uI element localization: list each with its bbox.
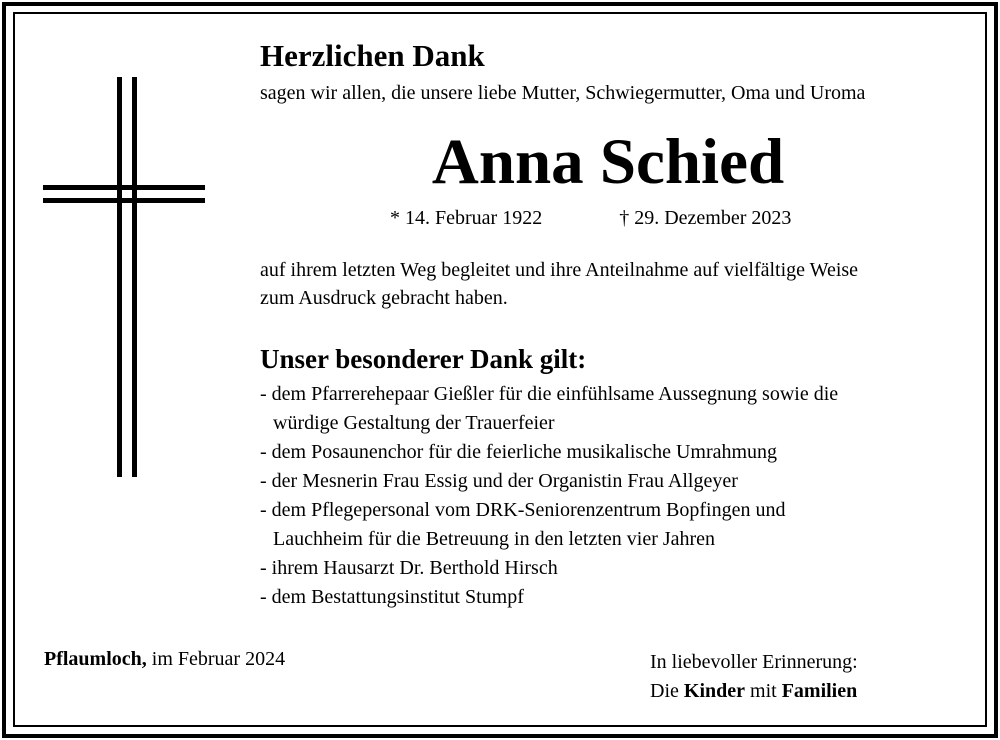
deceased-name: Anna Schied [431, 126, 785, 198]
list-item [260, 467, 838, 496]
intro-text: sagen wir allen, die unsere liebe Mutter, Schwiegermutter, Oma und Uroma [260, 82, 866, 104]
thanks-list [260, 380, 838, 612]
thanks-heading: Unser besonderer Dank gilt: [260, 344, 587, 374]
list-item-line: - dem Pfarrerehepaar Gießler für die einfühlsame Aussegnung sowie die [260, 383, 839, 405]
place-date [44, 648, 285, 671]
list-item [260, 583, 838, 612]
death-date: † 29. Dezember 2023 [619, 207, 792, 229]
list-item-line: - der Mesnerin Frau Essig und der Organistin Frau Allgeyer [260, 470, 738, 492]
list-item-line: - dem Posaunenchor für die feierliche musikalische Umrahmung [260, 441, 778, 463]
list-item [260, 380, 838, 438]
body-line: zum Ausdruck gebracht haben. [260, 287, 508, 309]
list-item-continuation: Lauchheim für die Betreuung in den letzten vier Jahren [273, 528, 716, 550]
signature-pre: Die [650, 680, 679, 702]
list-item-line: - ihrem Hausarzt Dr. Berthold Hirsch [260, 557, 558, 579]
signature-kinder: Kinder [683, 680, 746, 702]
heading-thanks: Herzlichen Dank [260, 38, 485, 73]
list-item-continuation: würdige Gestaltung der Trauerfeier [273, 412, 555, 434]
birth-date: * 14. Februar 1922 [390, 207, 543, 229]
body-line: auf ihrem letzten Weg begleitet und ihre Anteilnahme auf vielfältige Weise [260, 259, 859, 281]
list-item-line: - dem Bestattungsinstitut Stumpf [260, 586, 524, 608]
list-item [260, 496, 838, 554]
place-name: Pflaumloch, [44, 648, 147, 670]
signature-mit: mit [750, 680, 777, 702]
signature-block [650, 648, 858, 706]
body-text [260, 256, 858, 312]
signature-line [650, 677, 858, 706]
list-item [260, 438, 838, 467]
list-item-line: - dem Pflegepersonal vom DRK-Seniorenzentrum Bopfingen und [260, 499, 786, 521]
list-item [260, 554, 838, 583]
memory-line: In liebevoller Erinnerung: [650, 651, 858, 673]
date-text: im Februar 2024 [151, 648, 286, 670]
signature-familien: Familien [781, 680, 858, 702]
life-dates [390, 207, 791, 230]
